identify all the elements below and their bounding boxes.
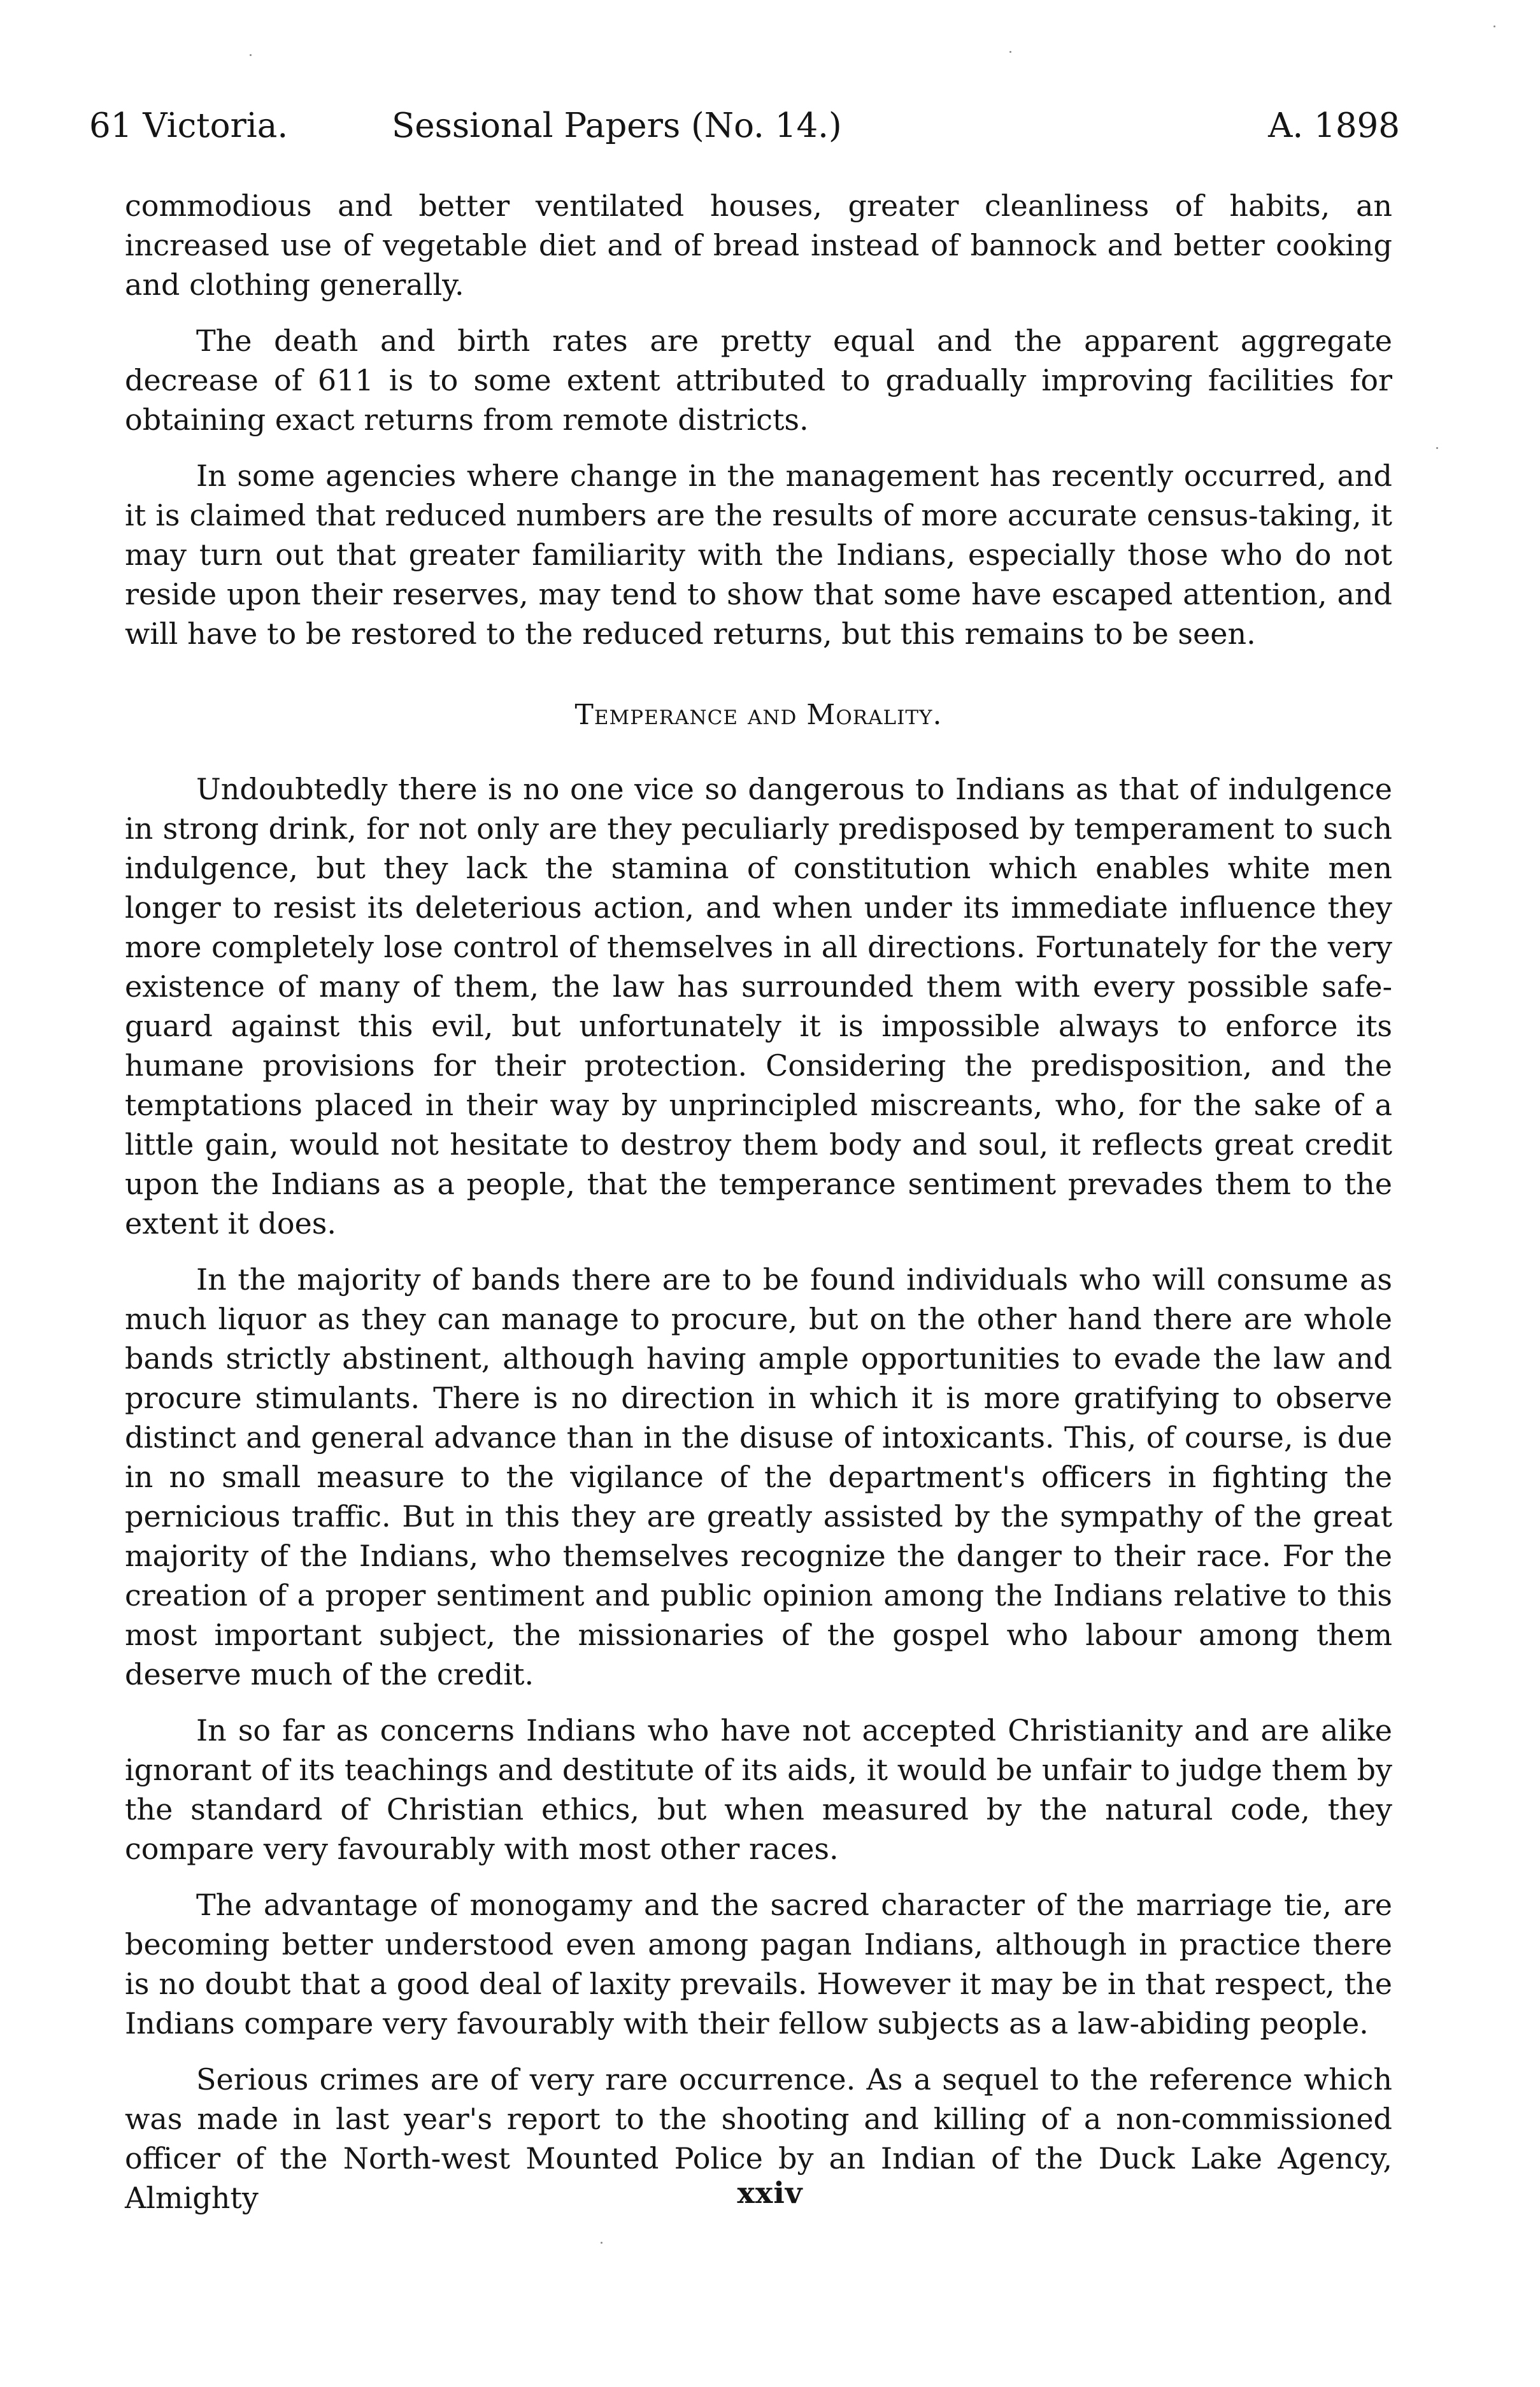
paragraph-agency-census: In some agencies where change in the management has recently occurred, and it is claimed that reduced numbers are the results of more accurate census-taking, it may turn out that greater familiarity with the Indians, especially those who do not reside upon their reserves, may tend to show that some have escaped attention, and will have to be restored to the reduced returns, but this remains to be seen. bbox=[125, 459, 1392, 651]
header-title: Sessional Papers (No. 14.) bbox=[392, 106, 842, 145]
body-text bbox=[125, 186, 1392, 2234]
scan-speck bbox=[1436, 447, 1438, 449]
scan-speck bbox=[250, 54, 252, 56]
header-volume: 61 Victoria. bbox=[89, 106, 289, 145]
scan-speck bbox=[1494, 25, 1495, 27]
section-heading: Temperance and Morality. bbox=[574, 699, 943, 731]
paragraph-serious-crimes: Serious crimes are of very rare occurrence. As a sequel to the reference which was made in last year's report to the shooting and killing of a non-commissioned officer of the North-west Mounted Police by an Indian of the Duck Lake Agency, Almighty bbox=[125, 2062, 1392, 2215]
scan-speck bbox=[601, 2242, 602, 2244]
scan-speck bbox=[1009, 51, 1011, 53]
header-year: A. 1898 bbox=[1268, 106, 1400, 145]
paragraph-strong-drink: Undoubtedly there is no one vice so dangerous to Indians as that of indulgence in strong drink, for not only are they peculiarly predisposed by temperament to such indulgence, but they lack the stamina of constitution which enables white men longer to resist its deleterious action, and when under its immediate influence they more completely lose control of themselves in all directions. Fortunately for the very existence of many of them, the law has surrounded them with every possible safe-guard against this evil, but unfortunately it is impossible always to enforce its humane provisions for their protection. Considering the predisposition, and the temptations placed in their way by unprincipled miscreants, who, for the sake of a little gain, would not hesitate to destroy them body and soul, it reflects great credit upon the Indians as a people, that the temperance sentiment prevades them to the extent it does. bbox=[125, 772, 1392, 1241]
paragraph-death-birth-rates: The death and birth rates are pretty equal and the apparent aggregate decrease of 611 is to some extent attributed to gradually improving facilities for obtaining exact returns from remote districts. bbox=[125, 324, 1392, 437]
page-number: xxiv bbox=[737, 2176, 803, 2210]
running-header bbox=[89, 101, 1400, 152]
paragraph-liquor-bands: In the majority of bands there are to be found individuals who will consume as much liquor as they can manage to procure, but on the other hand there are whole bands strictly abstinent, although having ample opportunities to evade the law and procure stimulants. There is no direction in which it is more gratifying to observe distinct and general advance than in the disuse of intoxicants. This, of course, is due in no small measure to the vigilance of the department's officers in fighting the pernicious traffic. But in this they are greatly assisted by the sympathy of the great majority of the Indians, who themselves recognize the danger to their race. For the creation of a proper sentiment and public opinion among the Indians relative to this most important subject, the missionaries of the gospel who labour among them deserve much of the credit. bbox=[125, 1262, 1392, 1692]
paragraph-christian-ethics: In so far as concerns Indians who have not accepted Christianity and are alike ignorant of its teachings and destitute of its aids, it would be unfair to judge them by the standard of Christian ethics, but when measured by the natural code, they compare very favourably with most other races. bbox=[125, 1713, 1392, 1866]
paragraph-monogamy: The advantage of monogamy and the sacred character of the marriage tie, are becoming better understood even among pagan Indians, although in practice there is no doubt that a good deal of laxity prevails. However it may be in that respect, the Indians compare very favourably with their fellow subjects as a law-abiding people. bbox=[125, 1888, 1392, 2041]
paragraph-continuation: commodious and better ventilated houses, greater cleanliness of habits, an increased use of vegetable diet and of bread instead of bannock and better cooking and clothing generally. bbox=[125, 189, 1392, 302]
